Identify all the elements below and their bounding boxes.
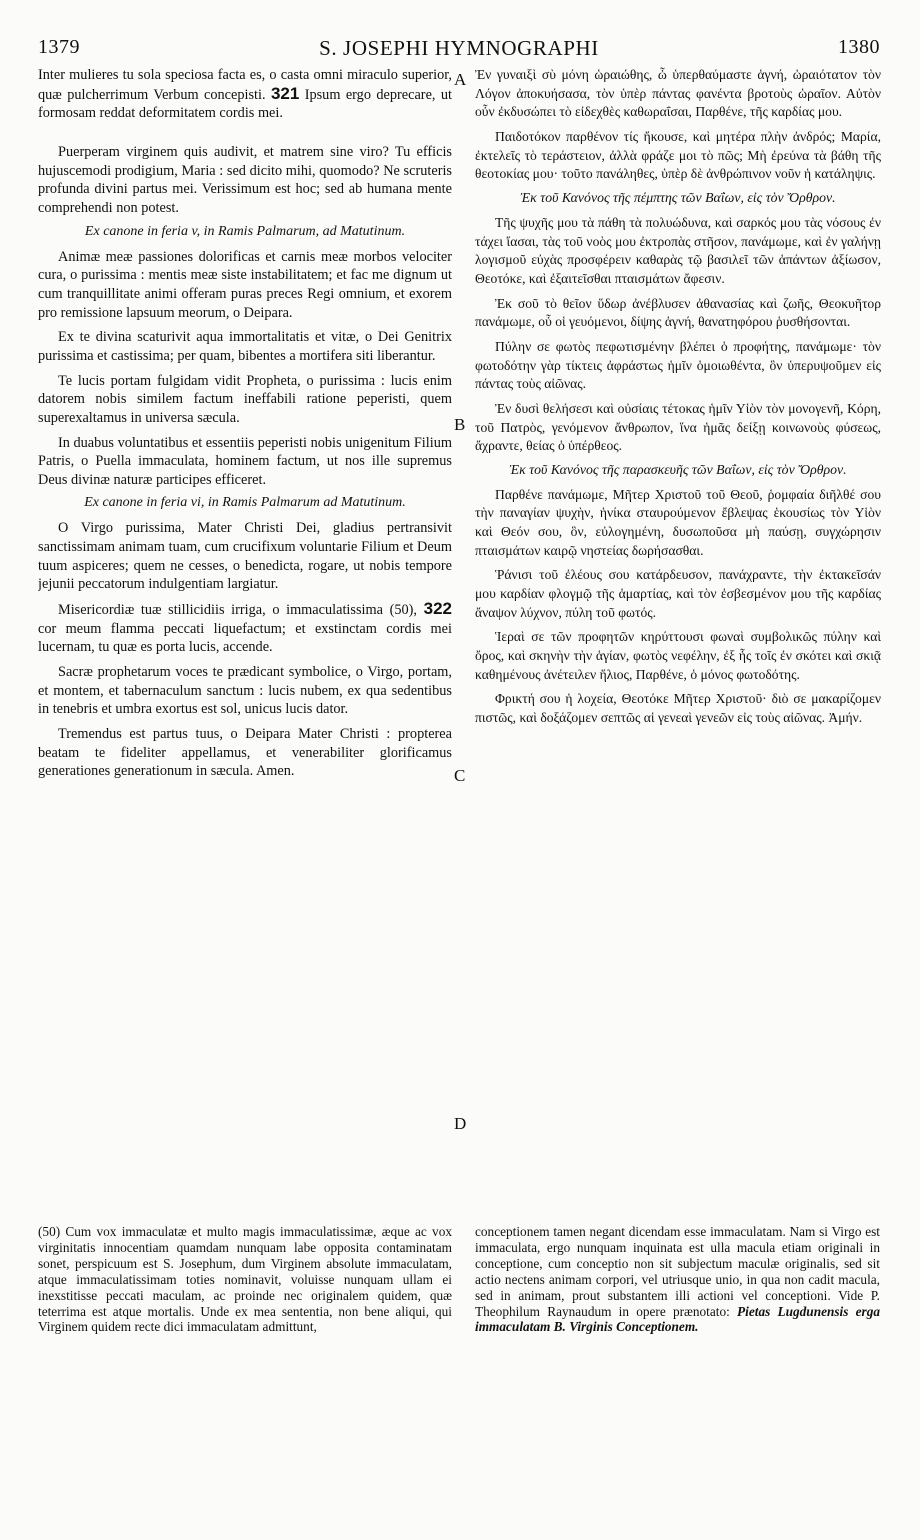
latin-column (38, 66, 452, 1216)
latin-paragraph: Ex te divina scaturivit aqua immortalitatis et vitæ, o Dei Genitrix purissima et castissima; per quam, bibentes a mortifera siti liberantur. (38, 329, 452, 364)
greek-paragraph: Τῆς ψυχῆς μου τὰ πάθη τὰ πολυώδυνα, καὶ σαρκός μου τὰς νόσους ἐν τάχει ἴασαι, τὰς τοῦ νοὸς μου ἐκτροπὰς στῆσον, πανάμωμε, καὶ ἐν γαλήνῃ λογισμοῦ εὐχὰς προσφέρειν καθαρὰς τῷ βασιλεῖ τῶν ἁπάντων ἀξίωσον, Θεοτόκε, καὶ ἐξαιτεῖσθαι πταισμάτων ἄφεσιν. (475, 214, 881, 286)
section-marker-b: B (454, 415, 466, 434)
latin-paragraph: Tremendus est partus tuus, o Deipara Mater Christi : propterea beatam te fideliter appellamus, et venerabiliter glorificamus generationes generationum in sæcula. Amen. (38, 726, 452, 780)
latin-paragraph: In duabus voluntatibus et essentiis peperisti nobis unigenitum Filium Patris, o Puella immaculata, hominem factum, ut nos ille supremus Deus divinæ naturæ participes efficeret. (38, 434, 452, 488)
greek-paragraph: Ῥάνισι τοῦ ἐλέους σου κατάρδευσον, πανάχραντε, τὴν ἐκτακεῖσάν μου καρδίαν φλογμῷ τῆς ἁμαρτίας, καὶ τὸν ἐσβεσμένον μου τῆς καρδίας ἄναψον λύχνον, πύλη τοῦ φωτός. (475, 567, 881, 620)
latin-paragraph: Inter mulieres tu sola speciosa facta es, o casta omni miraculo superior, quæ pulcherrimum Verbum concepisti. 321 Ipsum ergo deprecare, ut formosam reddat deformitatem cordis mei. (38, 67, 452, 122)
latin-rubric: Ex canone in feria vi, in Ramis Palmarum ad Matutinum. (84, 495, 406, 511)
page-number-left: 1379 (38, 36, 80, 58)
latin-paragraph: Misericordiæ tuæ stillicidiis irriga, o immaculatissima (50), 322 cor meum flamma peccati liquefactum; et exstinctam cordis mei lucernam, tu quæ es porta lucis, accende. (38, 599, 452, 656)
greek-paragraph: Ἐν γυναιξὶ σὺ μόνη ὡραιώθης, ὦ ὑπερθαύμαστε ἁγνή, ὡραιότατον τὸν Λόγον ἀποκυήσασα, τὸν ὑπὲρ πάντας φανέντα βροτοὺς ὡραῖον. Αὐτὸν οὖν ἐκδυσώπει τὸ εἰδεχθὲς καθωραΐσαι, Παρθένε, τῆς καρδίας μου. (475, 67, 881, 120)
greek-rubric: Ἐκ τοῦ Κανόνος τῆς πέμπτης τῶν Βαΐων, εἰς τὸν Ὄρθρον. (520, 189, 836, 205)
latin-paragraph: Sacræ prophetarum voces te prædicant symbolice, o Virgo, portam, et montem, et tabernaculum sanctum : lucis nubem, ex qua sedentibus in tenebris et umbra exortus est sol, unicus lucis dator. (38, 664, 452, 718)
footnote-right: conceptionem tamen negant dicendam esse immaculatam. Nam si Virgo est immaculata, ergo nunquam inquinata est ulla macula etiam originali in conceptione, cum conceptio non sit subjectum maculæ originalis, sed sit actio nectens animam corpori, vel utriusque unio, in qua non cadit macula, sed in animam, prout substantem illi actioni vel conceptioni. Vide P. Theophilum Raynaudum in opere prænotato: Pietas Lugdunensis erga immaculatam B. Virginis Conceptionem. (475, 1224, 881, 1335)
greek-paragraph: Παιδοτόκον παρθένον τίς ἤκουσε, καὶ μητέρα πλὴν ἀνδρός; Μαρία, ἐκτελεῖς τὸ τεράστειον, ἀλλὰ φράζε μοι τὸ πῶς; Μὴ ἐρεύνα τὰ βάθη τῆς θεοτοκίας μου· τοῦτο πανάληθες, ὑπὲρ δὲ ἀνθρώπινον νοῦν ἡ κατάληψις. (475, 128, 881, 182)
latin-paragraph: Puerperam virginem quis audivit, et matrem sine viro? Tu efficis hujuscemodi prodigium, Maria : sed dicito mihi, quomodo? Ne scruteris profunda divini partus mei. Verissimum est hoc; sed ab humana mente comprehendi non potest. (38, 143, 452, 216)
section-marker-d: D (454, 1114, 467, 1133)
latin-rubric: Ex canone in feria v, in Ramis Palmarum, ad Matutinum. (84, 223, 406, 239)
greek-paragraph: Ἱεραὶ σε τῶν προφητῶν κηρύττουσι φωναὶ συμβολικῶς πύλην καὶ ὄρος, καὶ σκηνὴν τὴν ἁγίαν, φωτὸς νεφέλην, ἐξ ἧς τοῖς ἐν σκότει καὶ σκιᾷ καθημένους ἀνέτειλεν ἥλιος, Παρθένε, ὁ μόνος φωτοδότης. (475, 629, 881, 682)
cited-work-title: Pietas Lugdunensis erga immaculatam B. Virginis Conceptionem. (475, 1303, 881, 1335)
section-marker-a: A (454, 70, 467, 89)
footnote (38, 1224, 880, 1424)
column-number: 322 (423, 599, 452, 619)
greek-rubric: Ἐκ τοῦ Κανόνος τῆς παρασκευῆς τῶν Βαΐων, εἰς τὸν Ὄρθρον. (509, 461, 847, 477)
greek-paragraph: Πύλην σε φωτὸς πεφωτισμένην βλέπει ὁ προφήτης, πανάμωμε· τὸν φωτοδότην γὰρ τίκτεις ἀφράστως ἡμῖν ὁμοιωθέντα, ὃν ὑπερυψοῦμεν εἰς πάντας τοὺς αἰῶνας. (475, 338, 881, 392)
section-marker-c: C (454, 766, 466, 785)
latin-paragraph: Animæ meæ passiones dolorificas et carnis meæ morbos velociter cura, o purissima : mentis meæ siste instabilitatem; et fac me dignum ut cum tranquillitate animi offeram puras preces Regi omnium, et exorem pro remissione lapsuum meorum, o Deipara. (38, 248, 452, 321)
page-header (38, 36, 880, 66)
page-number-right: 1380 (838, 36, 880, 58)
running-title: S. JOSEPHI HYMNOGRAPHI (319, 36, 599, 60)
greek-paragraph: Ἐκ σοῦ τὸ θεῖον ὕδωρ ἀνέβλυσεν ἀθανασίας καὶ ζωῆς, Θεοκυῆτορ πανάμωμε, οὗ οἱ γευόμενοι, δίψης ἁγνή, θανατηφόρου ῥυσθήσονται. (475, 295, 881, 330)
greek-paragraph: Φρικτή σου ἡ λοχεία, Θεοτόκε Μῆτερ Χριστοῦ· διὸ σε μακαρίζομεν πιστῶς, καὶ δοξάζομεν σεπτῶς αἱ γενεαὶ γενεῶν εἰς τοὺς αἰῶνας. Ἀμήν. (475, 691, 881, 726)
greek-column (475, 66, 881, 1216)
footnote-left: (50) Cum vox immaculatæ et multo magis immaculatissimæ, æque ac vox virginitatis innocentiam quamdam nunquam labe opposita contaminatam sonet, perspicuum est S. Josephum, dum Virginem absolute immaculatam, atque immaculatissimam toties nominavit, voluisse nunquam ullam ei inexstitisse peccati maculam, ac proinde nec originalem quidem, quæ teterrima est atque mortalis. Unde ex mea sententia, non bene aliqui, qui Virginem quidem recte dici immaculatam admittunt, (38, 1224, 452, 1335)
column-number: 321 (270, 83, 300, 103)
latin-paragraph: Te lucis portam fulgidam vidit Propheta, o purissima : lucis enim datorem nobis similem factum ineffabili ratione peperisti, quem superexaltamus in universa sæcula. (38, 372, 452, 426)
greek-paragraph: Παρθένε πανάμωμε, Μῆτερ Χριστοῦ τοῦ Θεοῦ, ῥομφαία διῆλθέ σου τὴν παναγίαν ψυχὴν, ἡνίκα σταυρούμενον ἔβλεψας ἑκουσίως τὸν Υἱὸν καὶ Θεόν σου, ὃν, εὐλογημένη, δυσωποῦσα μὴ παύσῃ, συγχώρησιν πταισμάτων καιρῷ νηστείας δωρήσασθαι. (475, 486, 881, 558)
greek-paragraph: Ἐν δυσὶ θελήσεσι καὶ οὐσίαις τέτοκας ἡμῖν Υἱὸν τὸν μονογενῆ, Κόρη, τοῦ Πατρὸς, γενόμενον ἄνθρωπον, ἵνα ἡμᾶς δείξῃ κοινωνοὺς φύσεως, ἄχραντε, θείας ὁ ὑπέρθεος. (475, 400, 881, 454)
latin-paragraph: O Virgo purissima, Mater Christi Dei, gladius pertransivit sanctissimam animam tuam, cum crucifixum voluntarie Filium et Deum tuum aspiceres; quem ne cesses, o benedicta, rogare, ut nobis tempore jejunii peccatorum indulgentiam largiatur. (38, 520, 452, 593)
